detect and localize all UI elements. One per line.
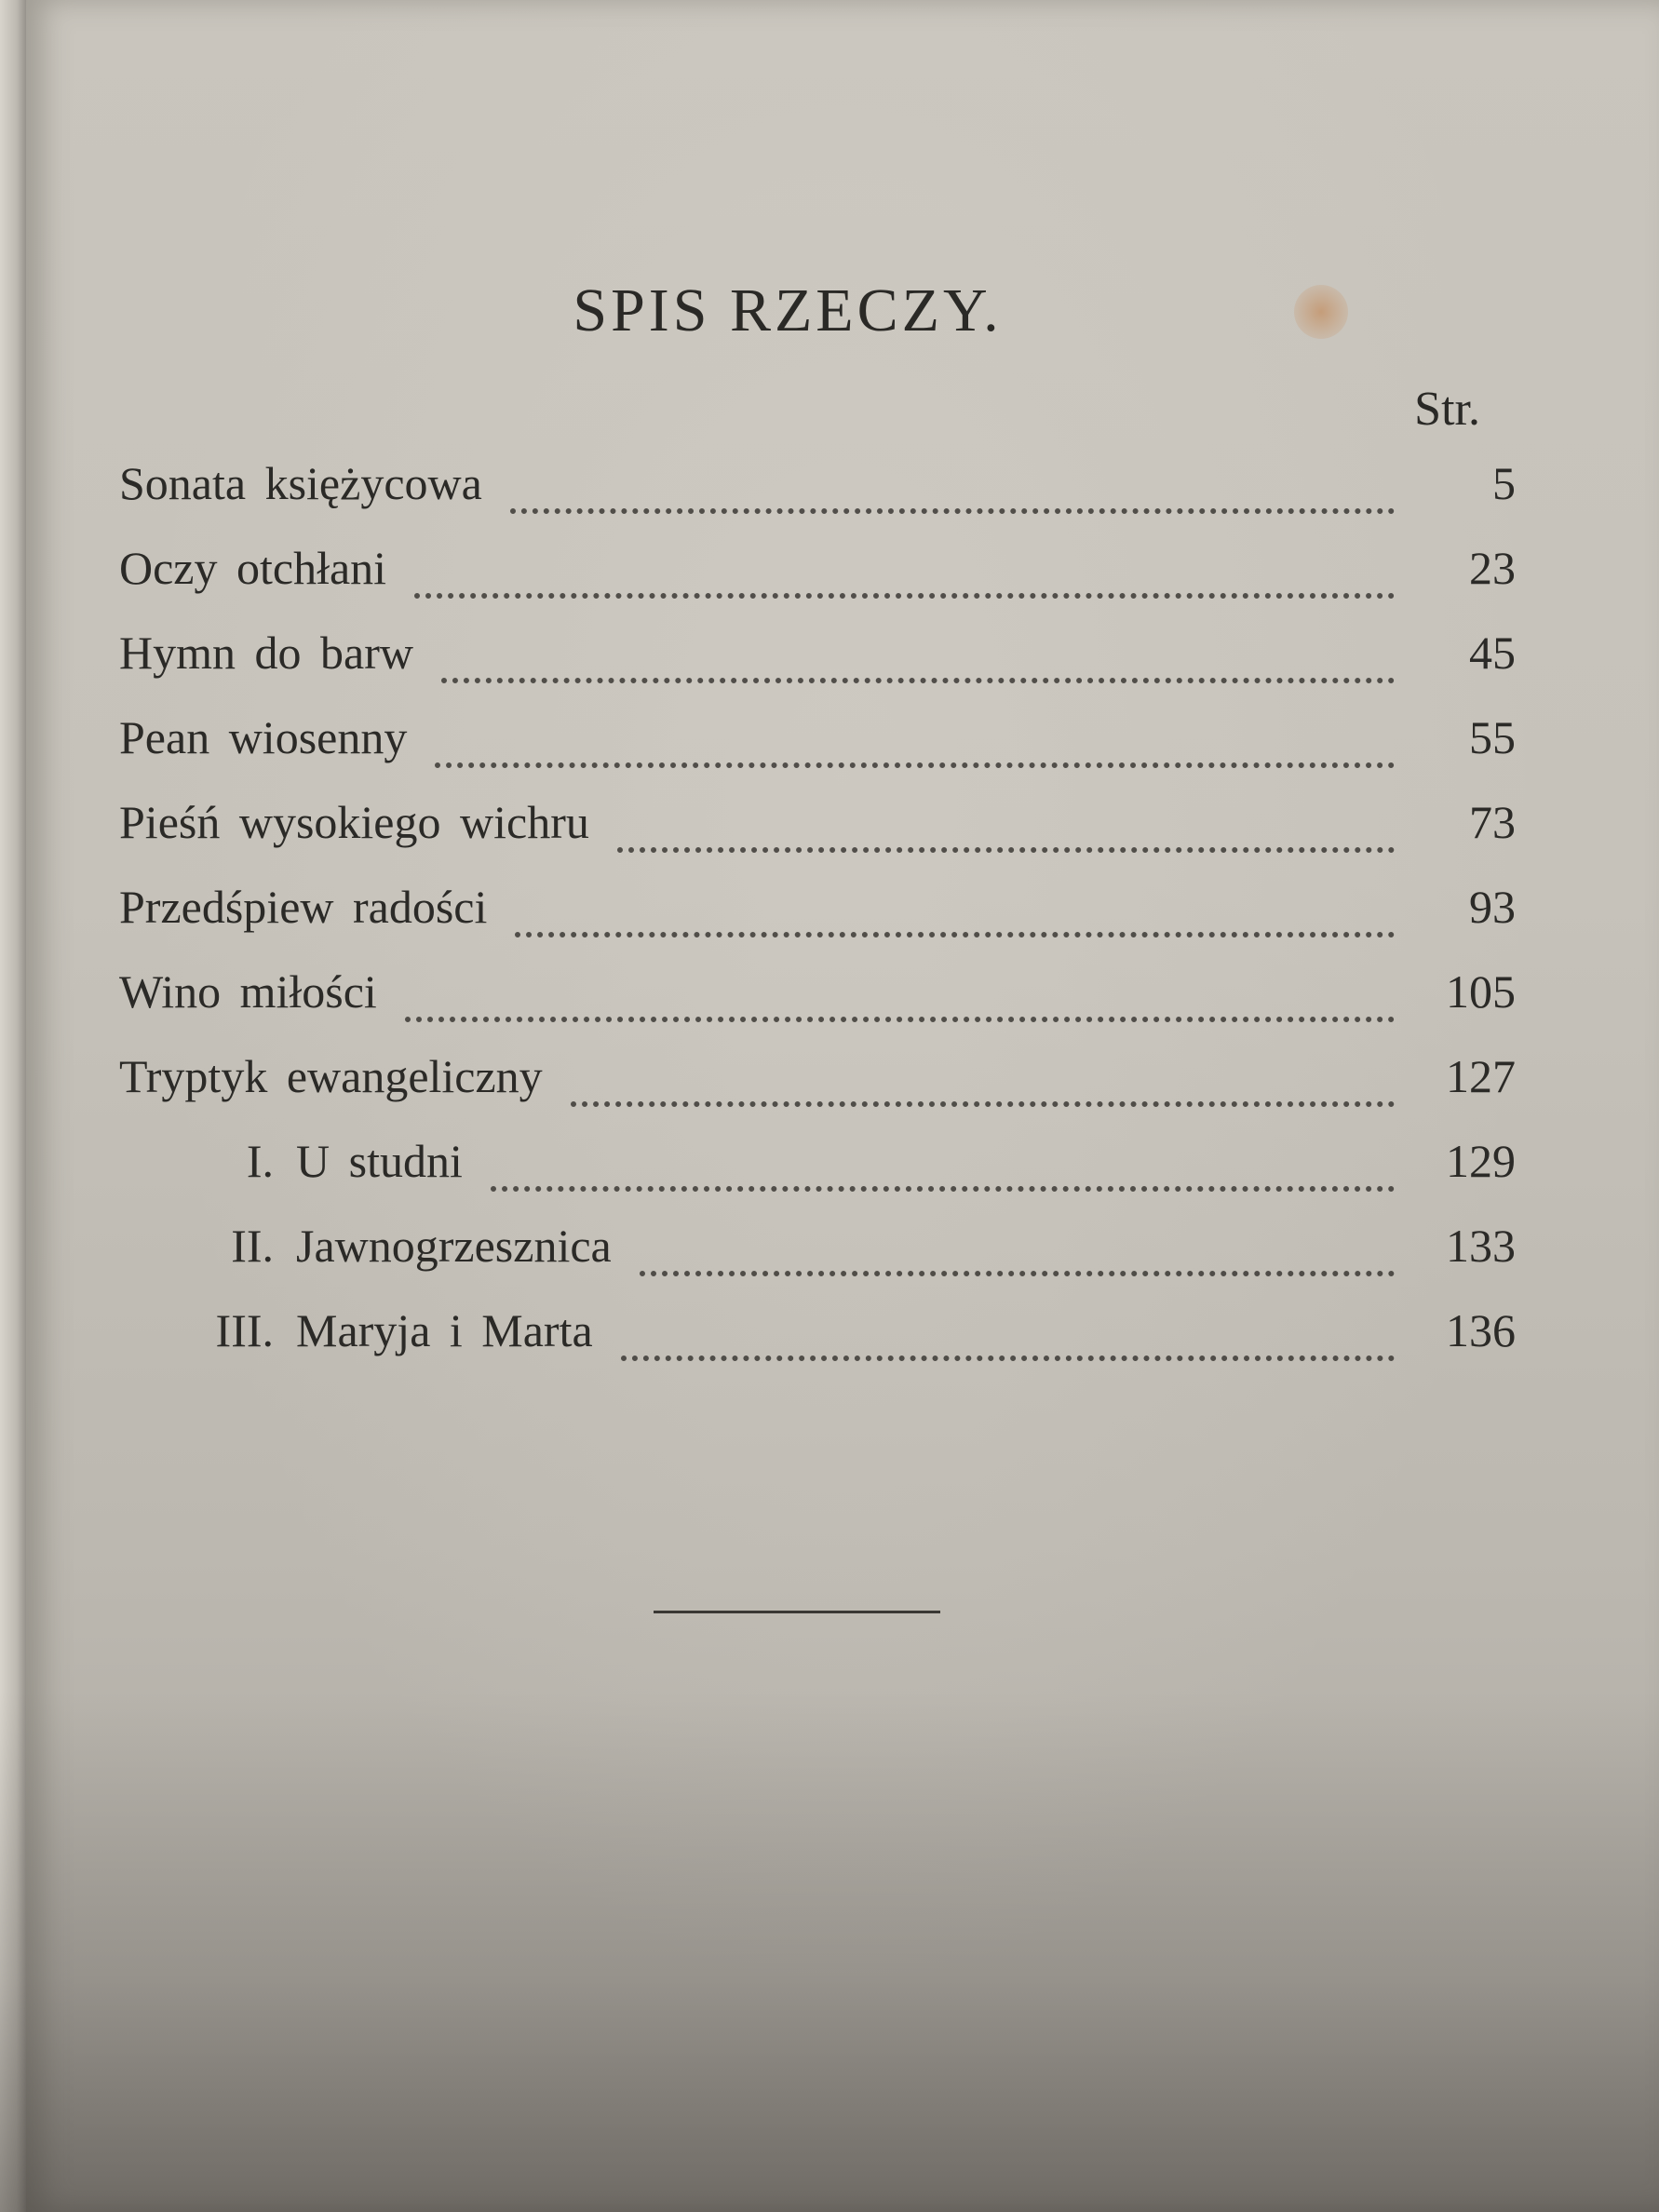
dot-leader (414, 584, 1395, 599)
toc-entry-title: Pean wiosenny (119, 711, 408, 763)
toc-entry (119, 964, 1516, 1049)
dot-leader (491, 1177, 1395, 1192)
toc-entry-title: Hymn do barw (119, 627, 413, 679)
dot-leader (510, 499, 1395, 514)
toc-subentry-title-group (119, 1303, 593, 1357)
page-column-label: Str. (1414, 383, 1480, 436)
toc-subentry-title: Maryja i Marta (296, 1304, 593, 1356)
toc-entry-title: Oczy otchłani (119, 542, 387, 594)
toc-subentry-page: 133 (1446, 1220, 1516, 1272)
toc-subentry-title: Jawnogrzesznica (296, 1220, 612, 1272)
toc-subentry-title: U studni (296, 1135, 463, 1187)
toc-entry-page: 55 (1469, 711, 1516, 763)
toc-entry-page: 5 (1492, 457, 1516, 509)
dot-leader (441, 668, 1395, 683)
toc-subentry-numeral: I. (246, 1135, 274, 1187)
toc-subentry (119, 1134, 1516, 1219)
table-of-contents (119, 456, 1516, 1388)
closing-rule (654, 1611, 940, 1613)
toc-entry-page: 23 (1469, 542, 1516, 594)
toc-entry (119, 1049, 1516, 1134)
toc-subentry-page: 136 (1446, 1304, 1516, 1356)
toc-subentry-numeral: III. (215, 1304, 274, 1356)
toc-entry (119, 710, 1516, 795)
toc-entry-page: 127 (1446, 1050, 1516, 1102)
toc-entry (119, 626, 1516, 710)
dot-leader (405, 1007, 1395, 1022)
dot-leader (640, 1261, 1395, 1276)
toc-entry-title: Pieśń wysokiego wichru (119, 796, 589, 848)
dot-leader (435, 753, 1395, 768)
dot-leader (571, 1092, 1395, 1107)
toc-subentry-page: 129 (1446, 1135, 1516, 1187)
toc-subentry (119, 1303, 1516, 1388)
toc-subentry-numeral: II. (231, 1220, 274, 1272)
toc-entry (119, 541, 1516, 626)
dot-leader (621, 1346, 1395, 1361)
toc-entry (119, 795, 1516, 880)
page-edge (0, 0, 28, 2212)
toc-entry (119, 880, 1516, 964)
dot-leader (515, 923, 1395, 937)
toc-subentry-title-group (119, 1219, 612, 1273)
dot-leader (617, 838, 1395, 853)
toc-entry-title: Wino miłości (119, 965, 377, 1018)
toc-entry-title: Sonata księżycowa (119, 457, 482, 509)
toc-entry (119, 456, 1516, 541)
toc-entry-page: 93 (1469, 881, 1516, 933)
toc-entry-page: 105 (1446, 965, 1516, 1018)
toc-entry-page: 45 (1469, 627, 1516, 679)
toc-subentry-title-group (119, 1134, 463, 1188)
book-page (26, 0, 1659, 2212)
toc-entry-page: 73 (1469, 796, 1516, 848)
toc-subentry (119, 1219, 1516, 1303)
toc-entry-title: Tryptyk ewangeliczny (119, 1050, 543, 1102)
toc-entry-title: Przedśpiew radości (119, 881, 488, 933)
page-title: SPIS RZECZY. (573, 276, 1003, 344)
